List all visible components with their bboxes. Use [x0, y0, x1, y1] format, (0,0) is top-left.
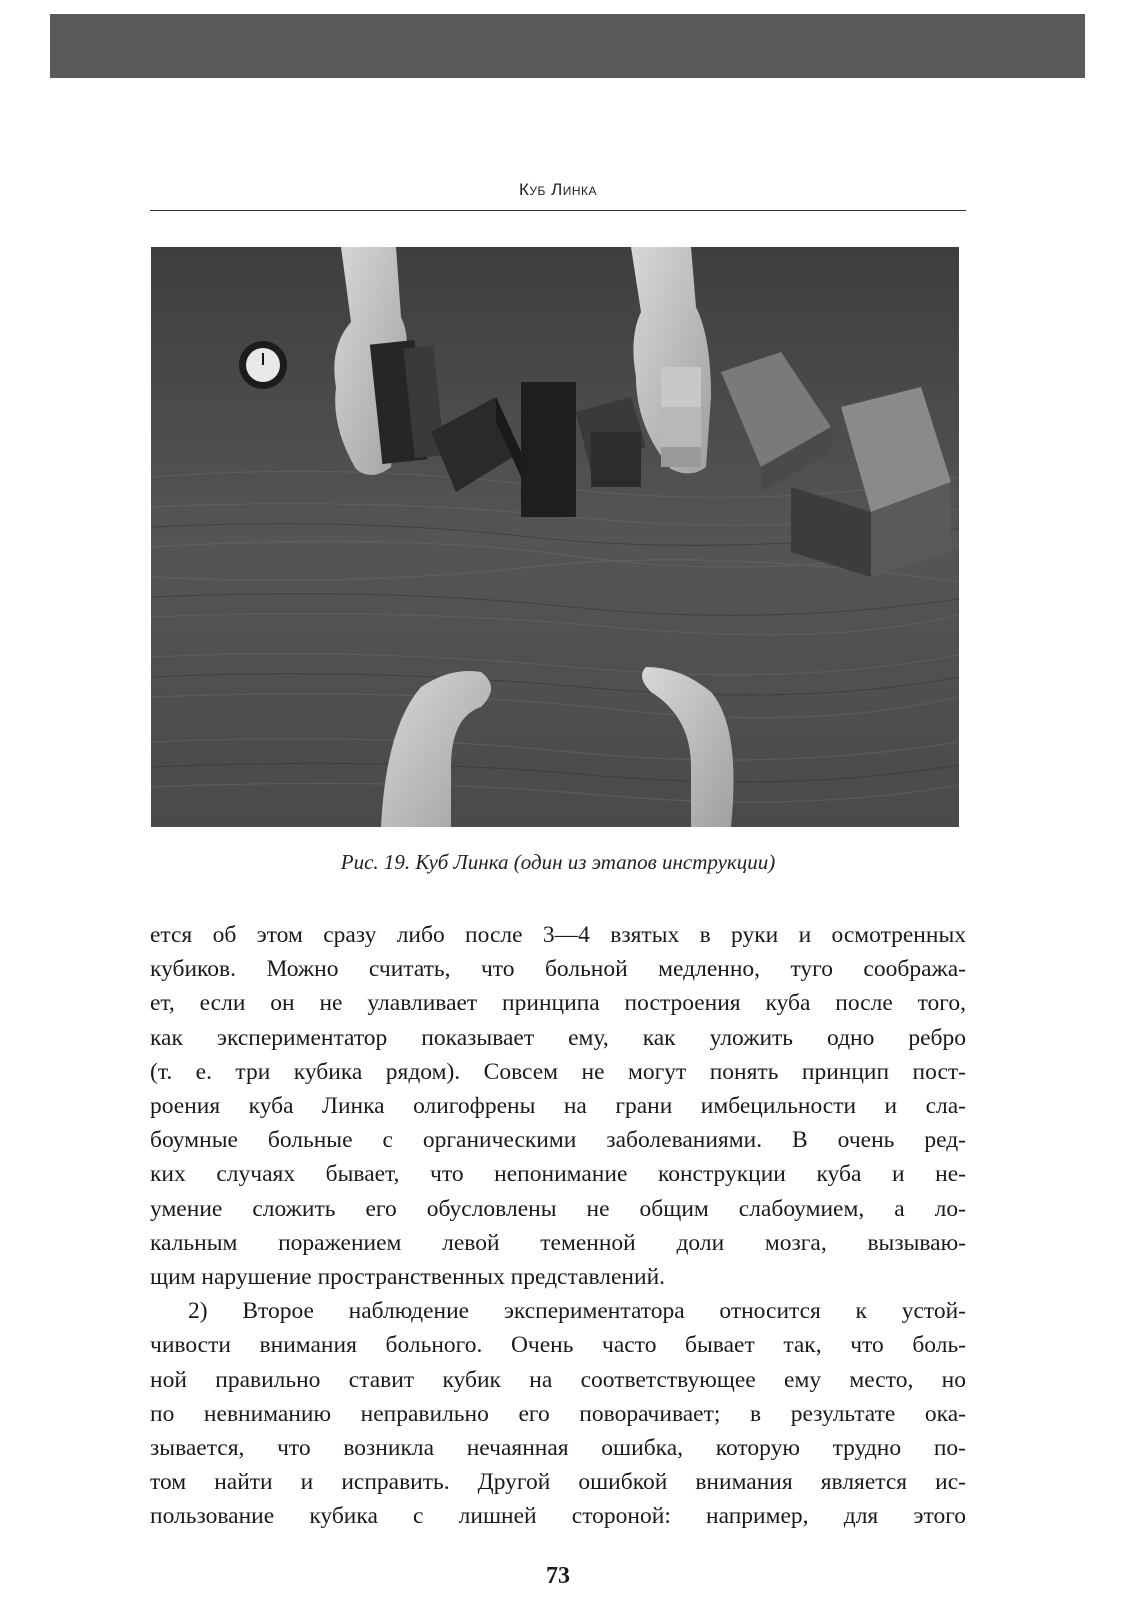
running-head: Куб Линка	[518, 180, 598, 199]
body-text	[150, 918, 966, 1534]
text-line: ет, если он не улавливает принципа построения куба после того,	[150, 990, 966, 1017]
page-number: 73	[546, 1563, 570, 1589]
page-top-band	[50, 14, 1085, 78]
text-line: умение сложить его обусловлены не общим слабоумием, а ло-	[150, 1195, 966, 1222]
text-line: как экспериментатор показывает ему, как уложить одно ребро	[150, 1024, 966, 1051]
text-line: кальным поражением левой теменной доли мозга, вызываю-	[150, 1229, 966, 1256]
text-line: 2) Второе наблюдение экспериментатора относится к устой-	[188, 1298, 966, 1325]
text-line: том найти и исправить. Другой ошибкой внимания является ис-	[150, 1469, 966, 1496]
text-line: чивости внимания больного. Очень часто бывает так, что боль-	[150, 1332, 966, 1359]
text-line: зывается, что возникла нечаянная ошибка, которую трудно по-	[150, 1435, 966, 1462]
text-line: ной правильно ставит кубик на соответствующее ему место, но	[150, 1366, 966, 1393]
figure-caption: Рис. 19. Куб Линка (один из этапов инструкции)	[340, 850, 776, 874]
running-head-rule	[150, 210, 966, 211]
text-line: по невниманию неправильно его поворачивает; в результате ока-	[150, 1400, 966, 1427]
stopwatch-icon	[239, 341, 287, 389]
text-line: (т. е. три кубика рядом). Совсем не могут понять принцип пост-	[150, 1058, 966, 1085]
text-line: ется об этом сразу либо после 3—4 взятых в руки и осмотренных	[150, 922, 966, 948]
text-line: кубиков. Можно считать, что больной медленно, туго сообража-	[150, 956, 966, 983]
text-line: боумные больные с органическими заболеваниями. В очень ред-	[150, 1127, 966, 1154]
text-line: щим нарушение пространственных представлений.	[150, 1264, 666, 1291]
text-line: пользование кубика с лишней стороной: например, для этого	[150, 1503, 966, 1530]
figure-photo	[151, 247, 959, 827]
text-line: роения куба Линка олигофрены на грани имбецильности и сла-	[150, 1093, 966, 1120]
text-line: ких случаях бывает, что непонимание конструкции куба и не-	[150, 1161, 966, 1188]
